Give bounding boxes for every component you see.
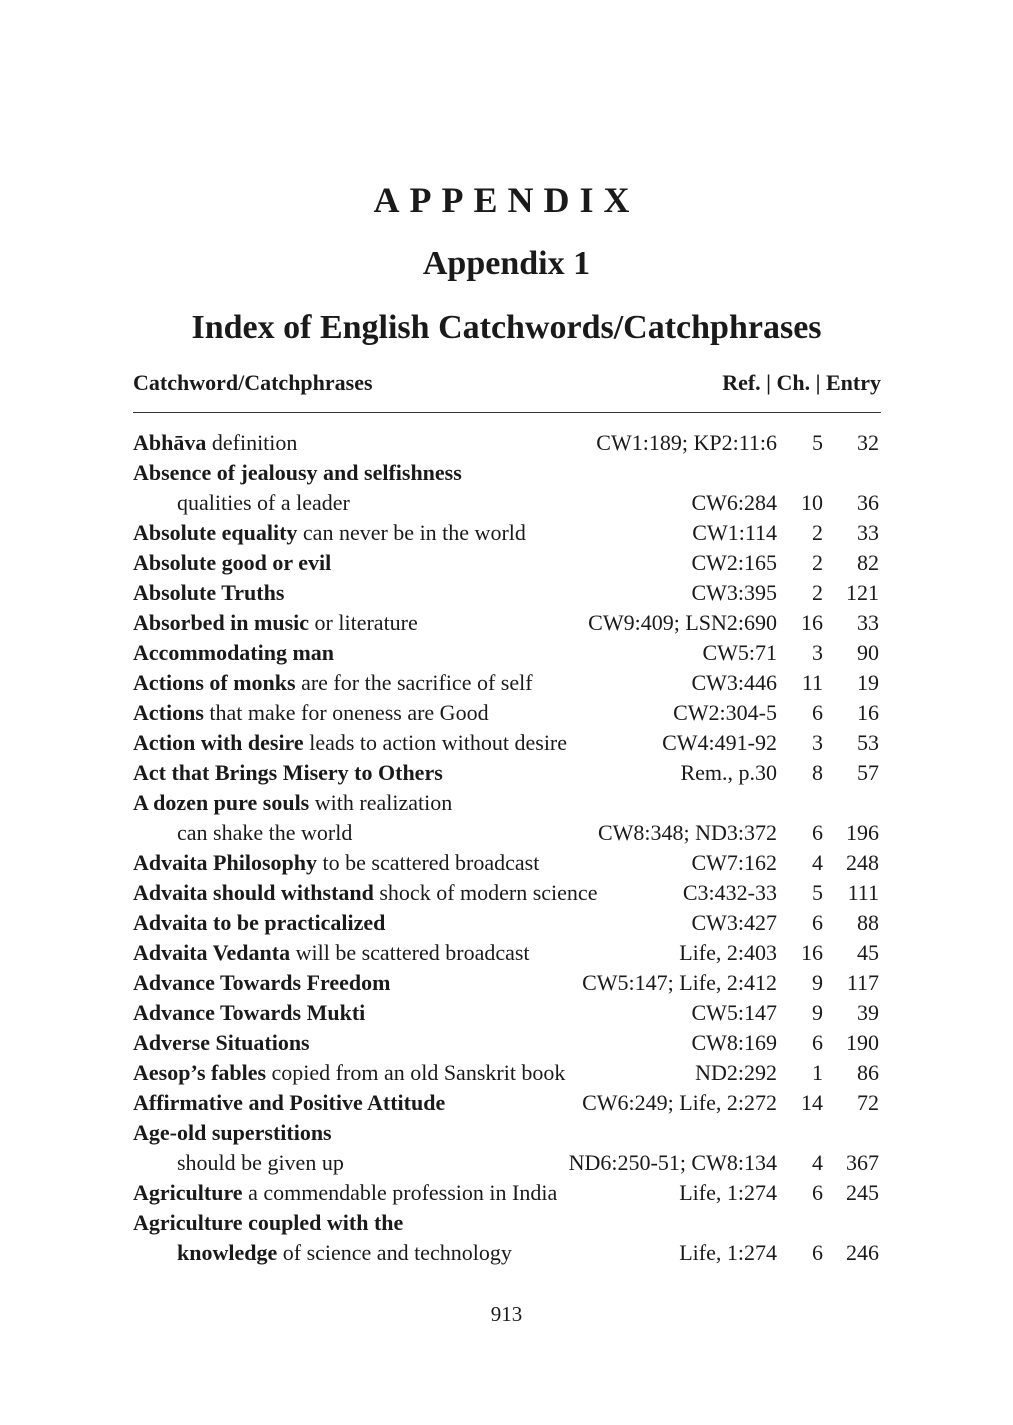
entry-reference: CW7:162 [691,850,777,875]
index-entry [133,548,881,578]
entry-number: 45 [857,940,879,965]
entry-text [133,638,334,668]
entry-text [133,548,331,578]
entry-text [133,908,385,938]
entry-text [133,458,462,488]
entry-chapter: 8 [812,760,823,785]
column-header-reference: Ref. | Ch. | Entry [722,370,881,395]
entry-reference: ND2:292 [695,1060,777,1085]
entry-chapter: 4 [812,1150,823,1175]
entry-reference: CW1:114 [692,520,777,545]
entry-catchword: Absorbed in music [133,610,310,635]
column-header-catchword: Catchword/Catchphrases [133,370,373,395]
entry-catchword: Agriculture [133,1180,243,1205]
entry-reference: Life, 1:274 [679,1240,777,1265]
entry-catchword: Advaita should withstand [133,880,374,905]
entry-chapter: 6 [812,1180,823,1205]
entry-catchword: Absolute Truths [133,580,285,605]
entry-text [133,578,284,608]
entry-chapter: 2 [812,580,823,605]
entry-text [133,1178,557,1208]
entry-reference: Life, 1:274 [679,1180,777,1205]
entry-description: that make for oneness are Good [203,700,489,725]
index-entry [133,608,881,638]
index-entry [133,1088,881,1118]
entry-text [133,608,418,638]
entry-number: 86 [857,1060,879,1085]
entry-text [133,1088,445,1118]
entry-catchword: Absence of jealousy and selfishness [133,460,462,485]
entry-chapter: 5 [812,430,823,455]
appendix-heading: APPENDIX [373,180,640,220]
entry-number: 121 [846,580,879,605]
index-entry [133,668,881,698]
entry-description: or literature [309,610,418,635]
entry-chapter: 6 [812,1030,823,1055]
entry-description: will be scattered broadcast [290,940,530,965]
entry-description: qualities of a leader [177,490,350,515]
index-entry [133,1058,881,1088]
entry-reference: CW8:169 [691,1030,777,1055]
entry-catchword: Abhāva [133,430,207,455]
index-entry [133,638,881,668]
entry-catchword: Age-old superstitions [133,1120,332,1145]
entry-description: with realization [309,790,453,815]
entry-catchword: Advaita Vedanta [133,940,291,965]
entry-text [133,878,597,908]
entry-chapter: 2 [812,520,823,545]
entry-text [177,488,350,518]
entry-chapter: 6 [812,820,823,845]
entry-number: 39 [857,1000,879,1025]
index-entry [133,698,881,728]
entry-text [177,1238,512,1268]
entry-number: 196 [846,820,879,845]
entry-catchword: knowledge [177,1240,278,1265]
index-entries [133,428,881,1268]
entry-description: can never be in the world [297,520,526,545]
page-number: 913 [490,1302,523,1326]
entry-chapter: 4 [812,850,823,875]
entry-reference: CW3:395 [691,580,777,605]
entry-catchword: Actions [133,700,204,725]
index-entry [133,998,881,1028]
entry-reference: Life, 2:403 [679,940,777,965]
entry-catchword: Action with desire [133,730,304,755]
entry-catchword: Advance Towards Freedom [133,970,391,995]
entry-chapter: 11 [801,670,823,695]
entry-description: of science and technology [277,1240,512,1265]
entry-chapter: 3 [812,640,823,665]
entry-description: should be given up [177,1150,344,1175]
entry-chapter: 6 [812,910,823,935]
entry-chapter: 1 [812,1060,823,1085]
entry-text [133,668,533,698]
entry-reference: ND6:250-51; CW8:134 [568,1150,777,1175]
index-entry [133,428,881,458]
index-entry [133,818,881,848]
entry-reference: C3:432-33 [682,880,777,905]
index-entry [133,1028,881,1058]
entry-catchword: Aesop’s fables [133,1060,267,1085]
entry-chapter: 2 [812,550,823,575]
entry-catchword: Advaita to be practicalized [133,910,386,935]
entry-description: can shake the world [177,820,353,845]
entry-number: 57 [857,760,879,785]
entry-chapter: 6 [812,1240,823,1265]
entry-text [133,728,567,758]
entry-text [133,938,530,968]
entry-catchword: Adverse Situations [133,1030,310,1055]
entry-catchword: Accommodating man [133,640,335,665]
entry-number: 245 [846,1180,879,1205]
entry-reference: CW6:249; Life, 2:272 [582,1090,777,1115]
entry-text [133,428,297,458]
entry-text [133,1118,332,1148]
entry-reference: CW5:147 [691,1000,777,1025]
entry-chapter: 9 [812,970,823,995]
entry-catchword: Affirmative and Positive Attitude [133,1090,446,1115]
entry-description: to be scattered broadcast [317,850,540,875]
entry-chapter: 3 [812,730,823,755]
entry-number: 53 [857,730,879,755]
entry-number: 72 [857,1090,879,1115]
entry-description: a commendable profession in India [242,1180,558,1205]
entry-text [177,818,352,848]
entry-number: 33 [857,610,879,635]
entry-chapter: 6 [812,700,823,725]
entry-text [133,788,452,818]
index-entry [133,788,881,818]
entry-chapter: 5 [812,880,823,905]
entry-chapter: 14 [801,1090,823,1115]
header-divider [133,412,881,413]
entry-text [177,1148,344,1178]
entry-number: 32 [857,430,879,455]
index-entry [133,878,881,908]
entry-catchword: Advaita Philosophy [133,850,317,875]
entry-text [133,1028,310,1058]
entry-reference: CW9:409; LSN2:690 [588,610,777,635]
entry-chapter: 10 [801,490,823,515]
entry-reference: CW3:446 [691,670,777,695]
entry-reference: CW1:189; KP2:11:6 [596,430,777,455]
entry-text [133,518,526,548]
entry-number: 190 [846,1030,879,1055]
entry-number: 36 [857,490,879,515]
entry-number: 90 [857,640,879,665]
index-entry [133,1178,881,1208]
entry-number: 367 [846,1150,879,1175]
entry-reference: CW6:284 [691,490,777,515]
index-entry [133,458,881,488]
entry-reference: CW2:165 [691,550,777,575]
index-entry [133,728,881,758]
entry-number: 246 [846,1240,879,1265]
entry-number: 88 [857,910,879,935]
entry-description: copied from an old Sanskrit book [266,1060,566,1085]
entry-reference: CW5:147; Life, 2:412 [582,970,777,995]
entry-number: 33 [857,520,879,545]
entry-text [133,1208,403,1238]
index-entry [133,968,881,998]
entry-reference: CW2:304-5 [673,700,777,725]
index-entry [133,488,881,518]
appendix-number-heading: Appendix 1 [422,245,591,282]
entry-text [133,848,539,878]
column-header [133,368,881,398]
index-title: Index of English Catchwords/Catchphrases [191,309,822,346]
entry-catchword: A dozen pure souls [133,790,310,815]
entry-text [133,968,391,998]
entry-chapter: 9 [812,1000,823,1025]
entry-reference: CW4:491-92 [662,730,777,755]
entry-number: 16 [857,700,879,725]
index-entry [133,1238,881,1268]
entry-number: 82 [857,550,879,575]
entry-text [133,998,365,1028]
entry-catchword: Advance Towards Mukti [133,1000,366,1025]
entry-catchword: Absolute good or evil [133,550,332,575]
index-entry [133,758,881,788]
entry-number: 111 [847,880,879,905]
entry-description: are for the sacrifice of self [295,670,533,695]
entry-catchword: Agriculture coupled with the [133,1210,404,1235]
index-entry [133,1118,881,1148]
entry-reference: CW3:427 [691,910,777,935]
entry-description: leads to action without desire [303,730,568,755]
index-entry [133,578,881,608]
entry-text [133,758,443,788]
index-entry [133,1208,881,1238]
index-entry [133,908,881,938]
entry-description: shock of modern science [373,880,598,905]
entry-reference: CW8:348; ND3:372 [597,820,777,845]
index-entry [133,1148,881,1178]
entry-number: 117 [846,970,879,995]
entry-reference: Rem., p.30 [680,760,777,785]
entry-catchword: Actions of monks [133,670,296,695]
entry-catchword: Absolute equality [133,520,298,545]
entry-number: 248 [846,850,879,875]
entry-number: 19 [857,670,879,695]
index-entry [133,848,881,878]
entry-chapter: 16 [801,610,823,635]
entry-description: definition [206,430,298,455]
entry-text [133,698,489,728]
index-entry [133,938,881,968]
entry-catchword: Act that Brings Misery to Others [133,760,443,785]
entry-chapter: 16 [801,940,823,965]
index-entry [133,518,881,548]
entry-text [133,1058,565,1088]
entry-reference: CW5:71 [702,640,777,665]
